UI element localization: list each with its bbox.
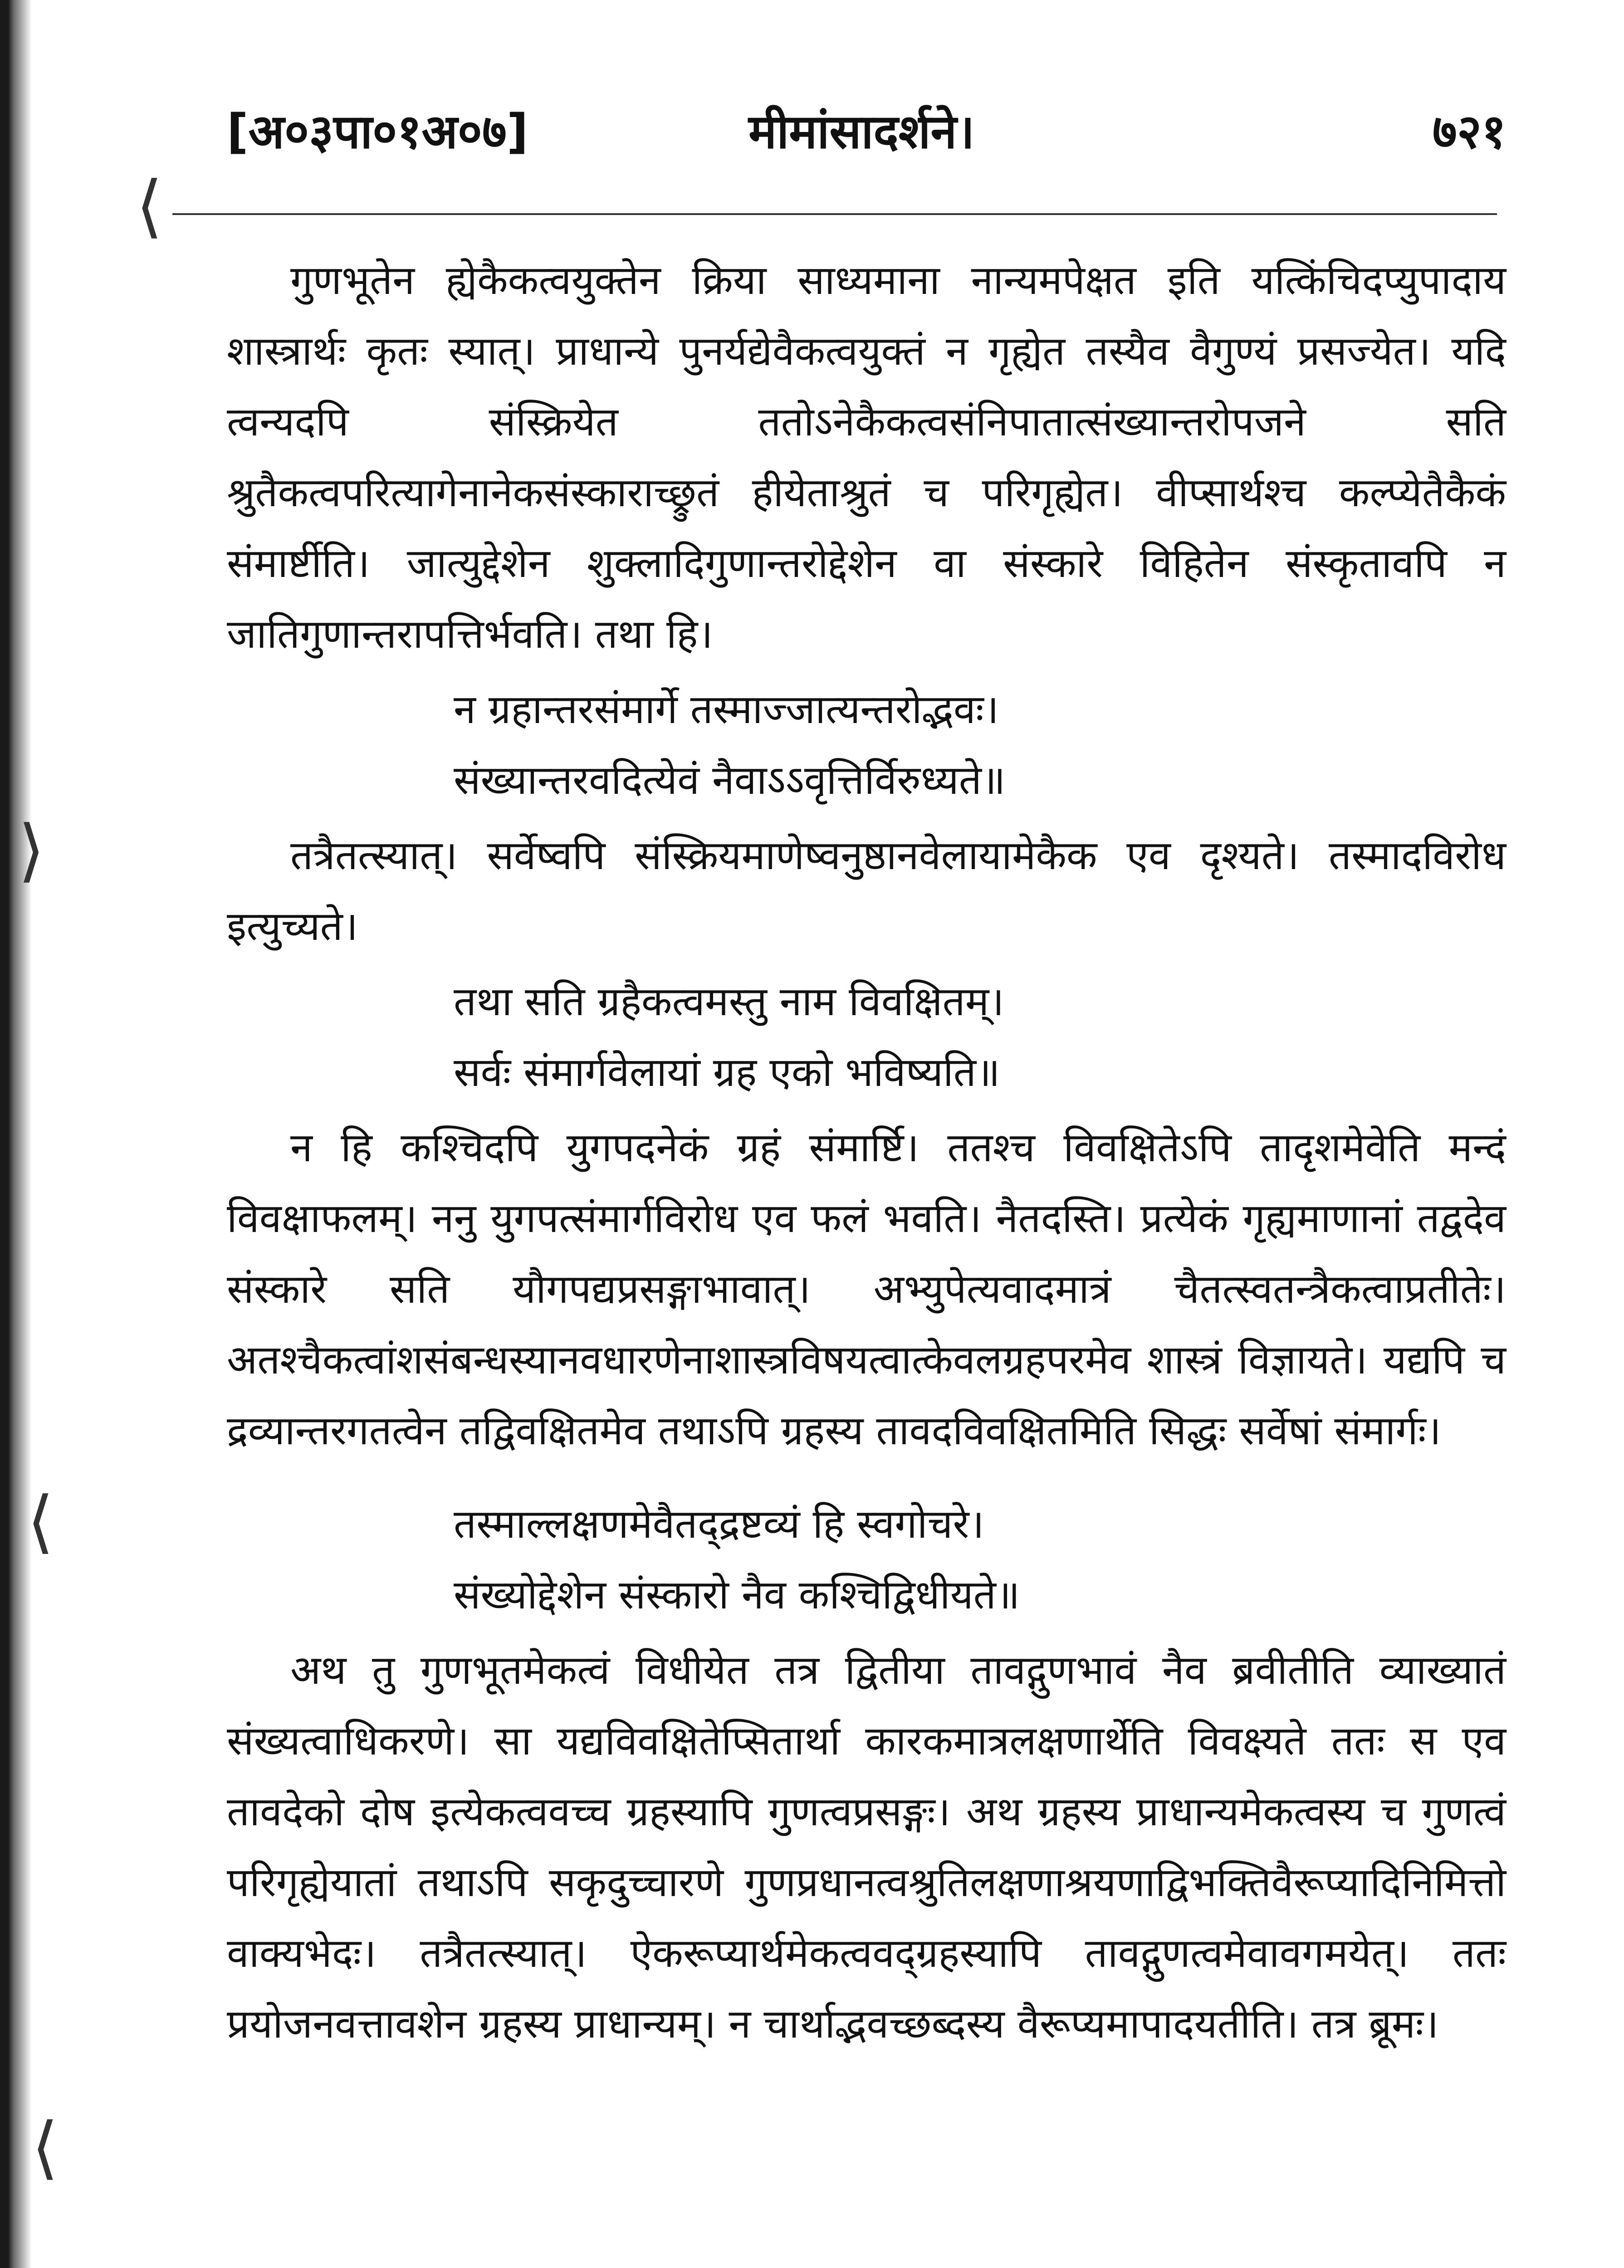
header-rule	[172, 213, 1497, 215]
main-text	[227, 245, 1506, 2059]
page-number: ७२१	[1432, 104, 1506, 159]
verse	[454, 966, 1506, 1108]
paragraph: न हि कश्चिदपि युगपदनेकं ग्रहं संमार्ष्टि। ततश्च विवक्षितेऽपि तादृशमेवेति मन्दं विवक्षाफलम्। ननु युगपत्संमार्गविरोध एव फलं भवति। नैतदस्ति। प्रत्येकं गृह्यमाणानां तद्वदेव संस्कारे सति यौगपद्यप्रसङ्गाभावात्। अभ्युपेत्यवादमात्रं चैतत्स्वतन्त्रैकत्वाप्रतीतेः। अतश्चैकत्वांशसंबन्धस्यानवधारणेनाशास्त्रविषयत्वात्केवलग्रहपरमेव शास्त्रं विज्ञायते। यद्यपि च द्रव्यान्तरगतत्वेन तद्विवक्षितमेव तथाऽपि ग्रहस्य तावदविवक्षितमिति सिद्धः सर्वेषां संमार्गः।	[227, 1124, 1507, 1454]
paragraph: तत्रैतत्स्यात्। सर्वेष्वपि संस्क्रियमाणेष्वनुष्ठानवेलायामेकैक एव दृश्यते। तस्मादविरोध इत्युच्यते।	[227, 832, 1506, 949]
verse-line: न ग्रहान्तरसंमार्गे तस्माज्जात्यन्तरोद्भवः।	[454, 686, 999, 733]
page-header	[227, 91, 1506, 172]
verse	[454, 1489, 1506, 1630]
paragraph: गुणभूतेन ह्येकैकत्वयुक्तेन क्रिया साध्यमाना नान्यमपेक्षत इति यत्किंचिदप्युपादाय शास्त्रार्थः कृतः स्यात्। प्राधान्ये पुनर्यद्येवैकत्वयुक्तं न गृह्येत तस्यैव वैगुण्यं प्रसज्येत। यदि त्वन्यदपि संस्क्रियेत ततोऽनेकैकत्वसंनिपातात्संख्यान्तरोपजने सति श्रुतैकत्वपरित्यागेनानेकसंस्काराच्छ्रुतं हीयेताश्रुतं च परिगृह्येत। वीप्सार्थश्च कल्प्येतैकैकं संमार्ष्टीति। जात्युद्देशेन शुक्लादिगुणान्तरोद्देशेन वा संस्कारे विहितेन संस्कृतावपि न जातिगुणान्तरापत्तिर्भवति। तथा हि।	[227, 257, 1506, 657]
margin-tick-mark: ⟨	[27, 1482, 54, 1561]
paragraph: अथ तु गुणभूतमेकत्वं विधीयेत तत्र द्वितीया तावद्गुणभावं नैव ब्रवीतीति व्याख्यातं संख्यत्वाधिकरणे। सा यद्यविवक्षितेप्सितार्था कारकमात्रलक्षणार्थेति विवक्ष्यते ततः स एव तावदेको दोष इत्येकत्ववच्च ग्रहस्यापि गुणत्वप्रसङ्गः। अथ ग्रहस्य प्राधान्यमेकत्वस्य च गुणत्वं परिगृह्येयातां तथाऽपि सकृदुच्चारणे गुणप्रधानत्वश्रुतिलक्षणाश्रयणाद्विभक्तिवैरूप्यादिनिमित्तो वाक्यभेदः। तत्रैतत्स्यात्। ऐकरूप्यार्थमेकत्ववद्ग्रहस्यापि तावद्गुणत्वमेवावगमयेत्। ततः प्रयोजनवत्तावशेन ग्रहस्य प्राधान्यम्। न चार्थाद्भवच्छब्दस्य वैरूप्यमापादयतीति। तत्र ब्रूमः।	[227, 1647, 1506, 2047]
verse-line: तस्माल्लक्षणमेवैतद्द्रष्टव्यं हि स्वगोचरे।	[454, 1501, 984, 1547]
verse-line: संख्यान्तरवदित्येवं नैवाऽऽवृत्तिर्विरुध्यते॥	[454, 757, 1006, 803]
verse	[454, 674, 1506, 816]
margin-tick-mark: ⟨	[136, 167, 163, 246]
verse-line: तथा सति ग्रहैकत्वमस्तु नाम विवक्षितम्।	[454, 978, 1004, 1025]
margin-bracket-mark: ⟩	[18, 811, 45, 890]
chapter-reference: [अ०३पा०१अ०७]	[227, 104, 528, 159]
verse-line: सर्वः संमार्गवेलायां ग्रह एको भविष्यति॥	[454, 1049, 1000, 1095]
running-title: मीमांसादर्शने।	[748, 104, 975, 159]
margin-tick-mark: ⟨	[32, 2108, 59, 2187]
verse-line: संख्योद्देशेन संस्कारो नैव कश्चिद्विधीयते॥	[454, 1571, 1020, 1618]
binding-shadow	[0, 0, 32, 2268]
